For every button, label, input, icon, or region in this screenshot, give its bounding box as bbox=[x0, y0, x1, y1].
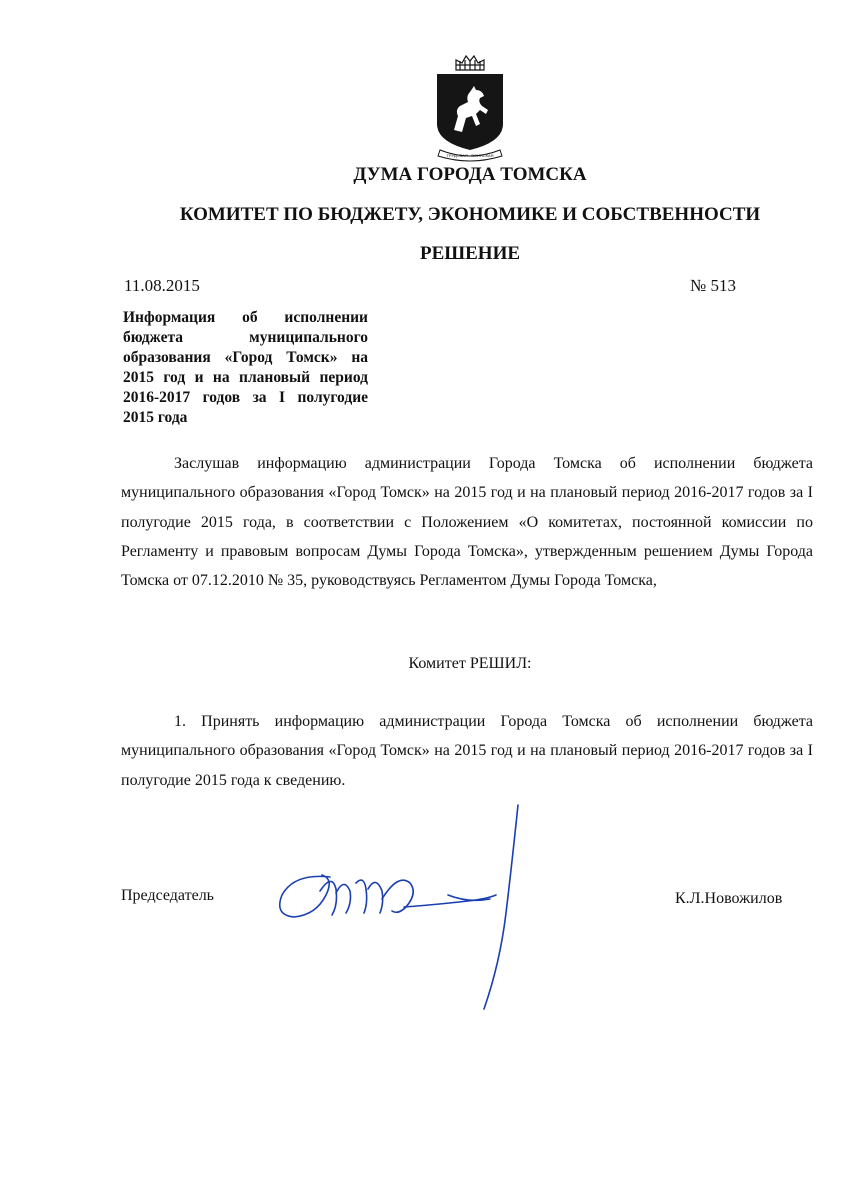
emblem-ribbon-text: ТРУДОВАЯ • ВОИНСКАЯ bbox=[446, 153, 494, 158]
decision-number: № 513 bbox=[690, 276, 736, 295]
document-type: РЕШЕНИЕ bbox=[419, 243, 521, 264]
city-emblem bbox=[432, 52, 508, 164]
chairman-label: Председатель bbox=[121, 887, 214, 904]
preamble-paragraph: Заслушав информацию администрации Города Томска об исполнении бюджета муниципального образования «Город Томск» на 2015 год и на плановый период 2016-2017 годов за I полугодие 2015 года, в соответствии с Положением «О комитетах, постоянной комиссии по Регламенту и правовым вопросам Думы Города Томска», утвержденным решением Думы Города Томска от 07.12.2010 № 35, руководствуясь Регламентом Думы Города Томска, bbox=[121, 455, 813, 590]
organization-title: ДУМА ГОРОДА ТОМСКА bbox=[353, 164, 587, 185]
resolved-heading: Комитет РЕШИЛ: bbox=[408, 655, 532, 672]
chairman-name: К.Л.Новожилов bbox=[675, 890, 783, 907]
committee-title: КОМИТЕТ ПО БЮДЖЕТУ, ЭКОНОМИКЕ И СОБСТВЕННОСТИ bbox=[179, 204, 761, 225]
decision-date: 11.08.2015 bbox=[124, 276, 200, 295]
resolution-item-1: 1. Принять информацию администрации Города Томска об исполнении бюджета муниципального образования «Город Томск» на 2015 год и на плановый период 2016-2017 годов за I полугодие 2015 года к сведению. bbox=[121, 713, 813, 789]
decision-subject: Информация об исполнении бюджета муниципального образования «Город Томск» на 2015 год и на плановый период 2016-2017 годов за I полугодие 2015 года bbox=[123, 309, 368, 426]
handwritten-signature bbox=[272, 803, 522, 1018]
